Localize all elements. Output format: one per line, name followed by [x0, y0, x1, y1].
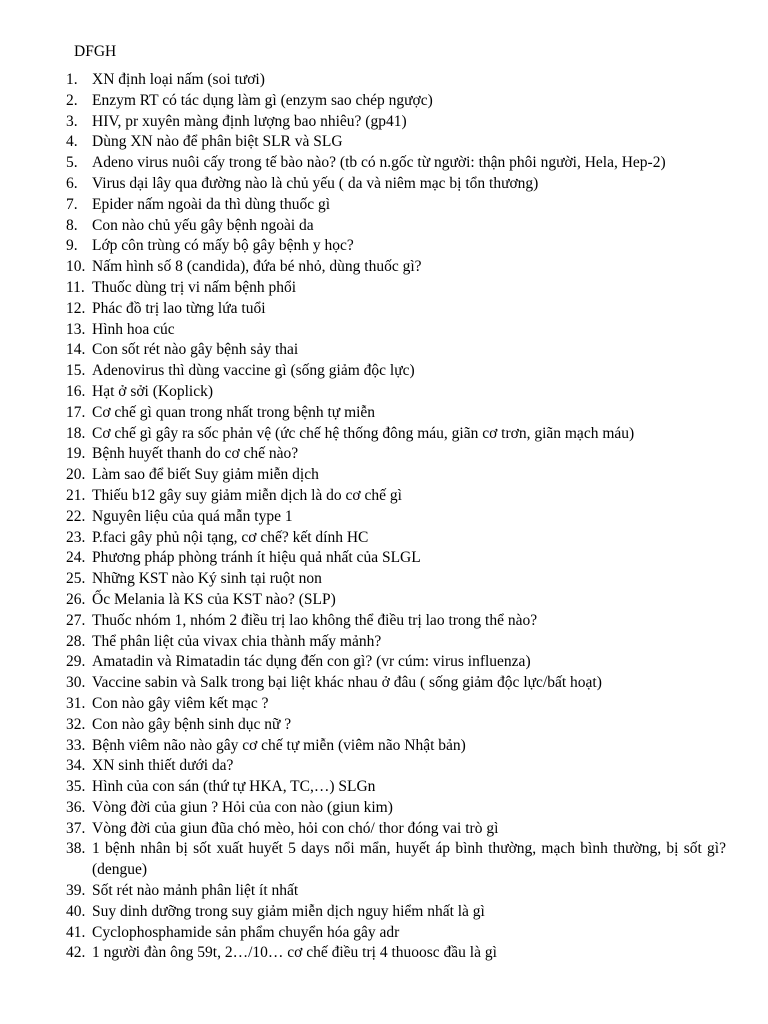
list-item [66, 673, 726, 694]
list-item-text: Con nào chủ yếu gây bệnh ngoài da [92, 216, 314, 234]
list-item-text: Nấm hình số 8 (candida), đứa bé nhỏ, dùng thuốc gì? [92, 258, 422, 276]
list-item-text: Nguyên liệu của quá mẫn type 1 [92, 507, 293, 525]
list-item-number: 27. [66, 611, 86, 629]
list-item-number: 21. [66, 486, 86, 504]
list-item [66, 299, 726, 320]
list-item-text: 1 bệnh nhân bị sốt xuất huyết 5 days nổi mẩn, huyết áp bình thường, mạch bình thường, bị sốt gì? (dengue) [92, 840, 726, 879]
list-item-text: Con sốt rét nào gây bệnh sảy thai [92, 341, 299, 359]
list-item [66, 216, 726, 237]
list-item [66, 195, 726, 216]
list-item [66, 132, 726, 153]
list-item [66, 340, 726, 361]
list-item-number: 26. [66, 590, 86, 608]
list-item-text: Cơ chế gì quan trong nhất trong bệnh tự miễn [92, 403, 376, 421]
list-item-text: Hình hoa cúc [92, 320, 175, 338]
list-item [66, 819, 726, 840]
list-item [66, 694, 726, 715]
list-item [66, 528, 726, 549]
list-item [66, 569, 726, 590]
list-item-number: 41. [66, 923, 86, 941]
list-item-text: Thiếu b12 gây suy giảm miễn dịch là do cơ chế gì [92, 486, 402, 504]
list-item [66, 70, 726, 91]
list-item-text: Sốt rét nào mảnh phân liệt ít nhất [92, 882, 299, 900]
list-item-number: 25. [66, 570, 86, 588]
list-item-number: 15. [66, 362, 86, 380]
list-item-number: 32. [66, 715, 86, 733]
list-item [66, 91, 726, 112]
list-item [66, 112, 726, 133]
list-item-number: 11. [66, 278, 85, 296]
list-item [66, 611, 726, 632]
list-item-number: 28. [66, 632, 86, 650]
list-item-text: Dùng XN nào để phân biệt SLR và SLG [92, 133, 343, 151]
list-item-number: 13. [66, 320, 86, 338]
list-item-text: Adenovirus thì dùng vaccine gì (sống giảm độc lực) [92, 362, 415, 380]
list-item-number: 33. [66, 736, 86, 754]
list-item-number: 40. [66, 902, 86, 920]
list-item-text: Thuốc nhóm 1, nhóm 2 điều trị lao không thể điều trị lao trong thể nào? [92, 611, 538, 629]
list-item-number: 16. [66, 382, 86, 400]
list-item [66, 403, 726, 424]
list-item-number: 20. [66, 466, 86, 484]
list-item-text: Bệnh viêm não nào gây cơ chế tự miễn (viêm não Nhật bản) [92, 736, 466, 754]
list-item [66, 320, 726, 341]
list-item [66, 424, 726, 445]
list-item [66, 507, 726, 528]
list-item-text: Con nào gây bệnh sinh dục nữ ? [92, 715, 292, 733]
list-item-text: Thuốc dùng trị vi nấm bệnh phổi [92, 278, 297, 296]
list-item [66, 590, 726, 611]
list-item [66, 715, 726, 736]
list-item-text: Suy dinh dưỡng trong suy giảm miễn dịch nguy hiểm nhất là gì [92, 902, 485, 920]
list-item-text: Phác đồ trị lao từng lứa tuổi [92, 299, 266, 317]
question-list [66, 70, 726, 964]
list-item-text: Thể phân liệt của vivax chia thành mấy mảnh? [92, 632, 382, 650]
list-item-number: 38. [66, 840, 86, 858]
list-item [66, 777, 726, 798]
list-item-text: XN định loại nấm (soi tươi) [92, 71, 265, 88]
list-item [66, 465, 726, 486]
list-item-number: 6. [66, 174, 78, 192]
list-item [66, 278, 726, 299]
list-item [66, 174, 726, 195]
list-item [66, 153, 726, 174]
list-item-number: 39. [66, 882, 86, 900]
list-item [66, 736, 726, 757]
list-item-number: 9. [66, 237, 78, 255]
list-item-text: Con nào gây viêm kết mạc ? [92, 694, 269, 712]
list-item-text: Lớp côn trùng có mấy bộ gây bệnh y học? [92, 237, 354, 255]
list-item-number: 19. [66, 445, 86, 463]
list-item-number: 1. [66, 71, 78, 88]
list-item-number: 29. [66, 653, 86, 671]
list-item-text: Enzym RT có tác dụng làm gì (enzym sao chép ngược) [92, 91, 433, 109]
list-item-text: Vaccine sabin và Salk trong bại liệt khác nhau ở đâu ( sống giảm độc lực/bất hoạt) [92, 674, 602, 692]
list-item-number: 5. [66, 154, 78, 172]
list-item [66, 632, 726, 653]
list-item-text: Hình của con sán (thứ tự HKA, TC,…) SLGn [92, 778, 376, 796]
list-item-number: 35. [66, 778, 86, 796]
list-item [66, 798, 726, 819]
list-item [66, 361, 726, 382]
list-item-text: Adeno virus nuôi cấy trong tế bào nào? (tb có n.gốc từ người: thận phôi người, Hela, Hep-2) [92, 154, 666, 172]
list-item [66, 881, 726, 902]
list-item [66, 444, 726, 465]
document-title: DFGH [74, 43, 117, 60]
list-item-number: 23. [66, 528, 86, 546]
list-item-number: 18. [66, 424, 86, 442]
list-item-number: 31. [66, 694, 86, 712]
list-item-number: 3. [66, 112, 78, 130]
list-item-text: XN sinh thiết dưới da? [92, 757, 234, 775]
list-item-text: P.faci gây phủ nội tạng, cơ chế? kết dính HC [92, 528, 369, 546]
list-item-text: HIV, pr xuyên màng định lượng bao nhiêu? (gp41) [92, 112, 407, 130]
list-item-text: Những KST nào Ký sinh tại ruột non [92, 570, 322, 588]
list-item-text: Hạt ở sởi (Koplick) [92, 382, 213, 400]
list-item-text: Phương pháp phòng tránh ít hiệu quả nhất của SLGL [92, 549, 421, 567]
list-item-text: Làm sao để biết Suy giảm miễn dịch [92, 466, 319, 484]
list-item-text: Vòng đời của giun ? Hỏi của con nào (giun kim) [92, 798, 393, 816]
list-item-text: Cơ chế gì gây ra sốc phản vệ (ức chế hệ thống đông máu, giãn cơ trơn, giãn mạch máu) [92, 424, 635, 442]
list-item-number: 8. [66, 216, 78, 234]
list-item-number: 24. [66, 549, 86, 567]
list-item-text: 1 người đàn ông 59t, 2…/10… cơ chế điều trị 4 thuoosc đầu là gì [92, 944, 497, 962]
list-item-number: 36. [66, 798, 86, 816]
list-item-text: Amatadin và Rimatadin tác dụng đến con gì? (vr cúm: virus influenza) [92, 653, 531, 671]
list-item [66, 923, 726, 944]
list-item [66, 548, 726, 569]
list-item-number: 37. [66, 819, 86, 837]
list-item [66, 902, 726, 923]
list-item-number: 30. [66, 674, 86, 692]
list-item-number: 12. [66, 299, 86, 317]
list-item [66, 652, 726, 673]
list-item-number: 14. [66, 341, 86, 359]
list-item-text: Virus dại lây qua đường nào là chủ yếu ( da và niêm mạc bị tổn thương) [92, 174, 539, 192]
list-item-text: Ốc Melania là KS của KST nào? (SLP) [92, 590, 336, 608]
list-item-number: 4. [66, 133, 78, 151]
list-item [66, 382, 726, 403]
list-item-number: 17. [66, 403, 86, 421]
list-item-number: 34. [66, 757, 86, 775]
list-item [66, 486, 726, 507]
list-item-number: 2. [66, 91, 78, 109]
list-item [66, 839, 726, 881]
list-item-number: 42. [66, 944, 86, 962]
list-item-number: 22. [66, 507, 86, 525]
list-item-text: Vòng đời của giun đũa chó mèo, hỏi con chó/ thor đóng vai trò gì [92, 819, 499, 837]
list-item-text: Bệnh huyết thanh do cơ chế nào? [92, 445, 299, 463]
list-item-text: Epider nấm ngoài da thì dùng thuốc gì [92, 195, 331, 213]
list-item [66, 257, 726, 278]
list-item-text: Cyclophosphamide sản phẩm chuyển hóa gây adr [92, 923, 400, 941]
list-item-number: 10. [66, 258, 86, 276]
list-item [66, 943, 726, 964]
list-item [66, 756, 726, 777]
list-item-number: 7. [66, 195, 78, 213]
list-item [66, 236, 726, 257]
